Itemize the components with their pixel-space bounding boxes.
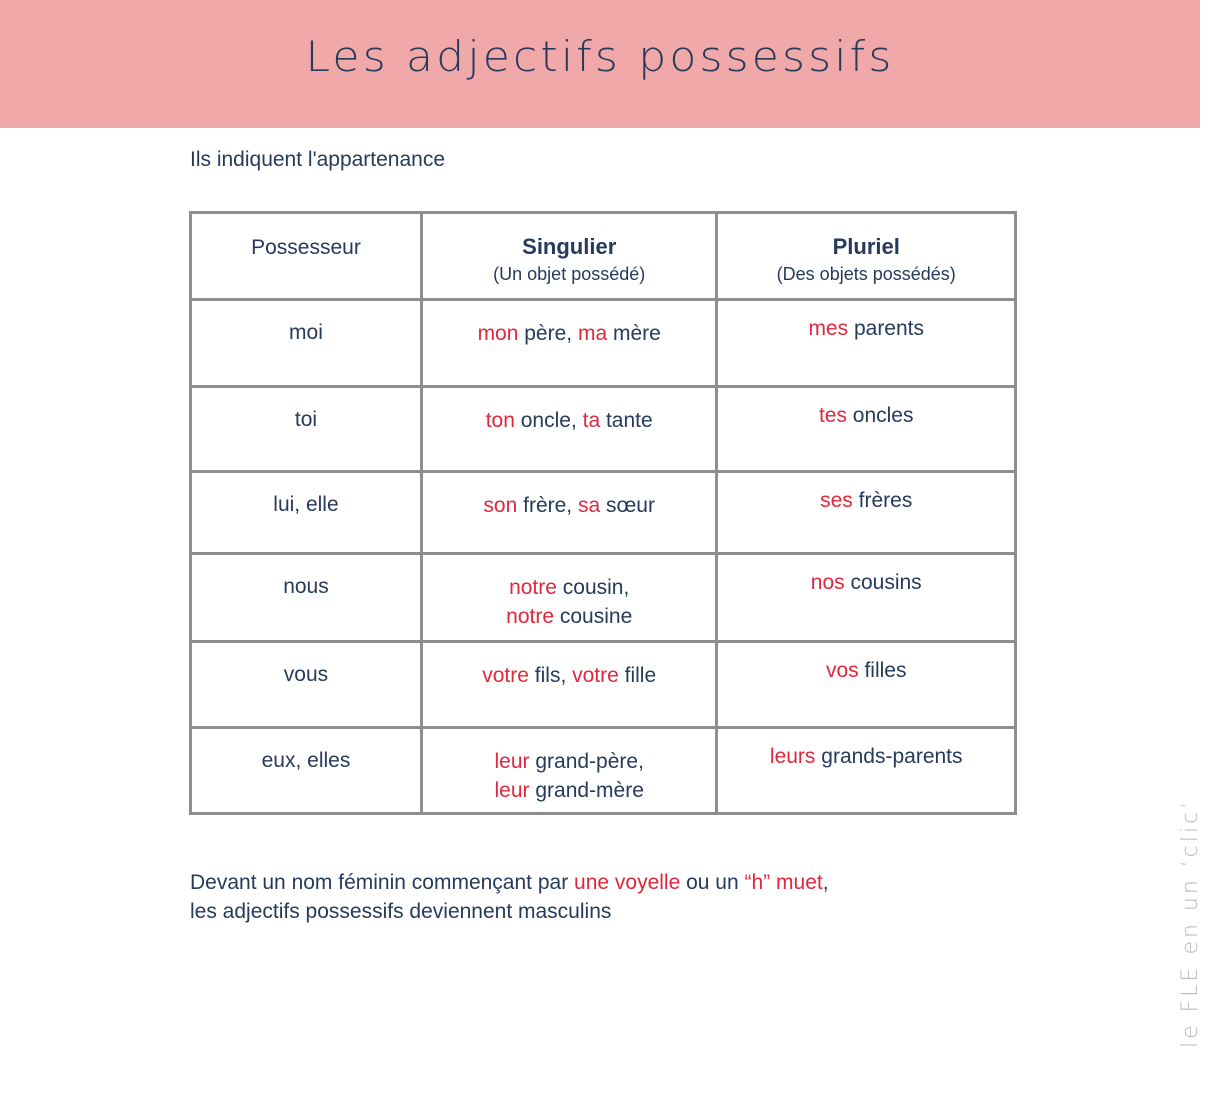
noun-text: fille	[618, 664, 657, 687]
noun-text: père,	[518, 322, 578, 345]
possessive-adjective: leur	[494, 779, 530, 802]
possessive-adjective: mon	[477, 322, 519, 345]
noun-text: tante	[600, 409, 653, 432]
possessive-table	[189, 211, 1017, 815]
noun-text: cousin,	[556, 576, 630, 599]
noun-text: mère	[607, 322, 661, 345]
pronoun-cell: vous	[283, 663, 329, 686]
pronoun-cell: toi	[294, 408, 318, 431]
pronoun-cell: nous	[283, 575, 329, 598]
intro-text: Ils indiquent l'appartenance	[190, 148, 446, 171]
plural-cell	[718, 401, 1014, 430]
note-highlight-h: “h” muet	[744, 871, 823, 894]
singular-cell	[423, 319, 716, 348]
brand-watermark: le FLE en un ‘clic’	[1178, 798, 1203, 1048]
note-text: Devant un nom féminin commençant par	[190, 871, 575, 894]
noun-text: sœur	[600, 494, 655, 517]
table-row	[191, 300, 1016, 387]
header-plural	[717, 213, 1016, 300]
possessive-adjective: votre	[482, 664, 529, 687]
possessive-adjective: sa	[577, 494, 601, 517]
noun-text: oncle,	[514, 409, 583, 432]
noun-text: frère,	[517, 494, 578, 517]
possessive-adjective: son	[483, 494, 518, 517]
noun-text: grand-mère	[529, 779, 644, 802]
possessive-adjective: notre	[509, 576, 557, 599]
possessive-adjective: notre	[506, 605, 555, 628]
note-text: ou un	[680, 871, 745, 894]
plural-cell	[718, 656, 1014, 685]
pronoun-cell: moi	[289, 321, 323, 344]
plural-cell	[718, 568, 1014, 597]
page-title: Les adjectifs possessifs	[305, 32, 895, 81]
possessive-adjective: leur	[494, 750, 530, 773]
header-singular-label: Singulier	[522, 234, 617, 259]
noun-text: filles	[858, 659, 907, 682]
singular-cell	[423, 747, 716, 805]
possessive-adjective: vos	[825, 659, 859, 682]
plural-cell	[718, 314, 1014, 343]
header-plural-sub: (Des objets possédés)	[776, 264, 956, 284]
rule-note	[190, 868, 829, 926]
noun-text: cousins	[844, 571, 922, 594]
pronoun-cell: eux, elles	[261, 749, 351, 772]
table-row	[191, 387, 1016, 472]
title-banner	[0, 0, 1200, 128]
noun-text: frères	[852, 489, 913, 512]
noun-text: fils,	[528, 664, 573, 687]
header-plural-label: Pluriel	[832, 234, 900, 259]
noun-text: grands-parents	[815, 745, 963, 768]
possessive-adjective: ta	[582, 409, 601, 432]
header-possessor: Possesseur	[191, 213, 422, 300]
header-singular-sub: (Un objet possédé)	[493, 264, 646, 284]
possessive-adjective: votre	[572, 664, 619, 687]
note-text: ,	[822, 871, 829, 894]
possessive-adjective: ses	[820, 489, 853, 512]
noun-text: parents	[848, 317, 925, 340]
singular-cell	[423, 406, 716, 435]
note-line-2: les adjectifs possessifs deviennent masculins	[190, 900, 612, 923]
noun-text: cousine	[554, 605, 633, 628]
possessive-adjective: nos	[810, 571, 845, 594]
possessive-adjective: mes	[808, 317, 849, 340]
plural-cell	[718, 742, 1014, 771]
plural-cell	[718, 486, 1014, 515]
note-highlight-vowel: une voyelle	[574, 871, 681, 894]
noun-text: grand-père,	[529, 750, 644, 773]
possessive-adjective: leurs	[769, 745, 816, 768]
header-singular	[421, 213, 717, 300]
possessive-adjective: tes	[818, 404, 847, 427]
possessive-adjective: ton	[485, 409, 515, 432]
table-row	[191, 554, 1016, 642]
singular-cell	[423, 491, 716, 520]
possessive-adjective: ma	[577, 322, 608, 345]
noun-text: oncles	[846, 404, 914, 427]
table-row	[191, 642, 1016, 728]
table-header-row	[191, 213, 1016, 300]
table-row	[191, 472, 1016, 554]
singular-cell	[423, 661, 716, 690]
singular-cell	[423, 573, 716, 631]
pronoun-cell: lui, elle	[273, 493, 339, 516]
table-row	[191, 728, 1016, 814]
